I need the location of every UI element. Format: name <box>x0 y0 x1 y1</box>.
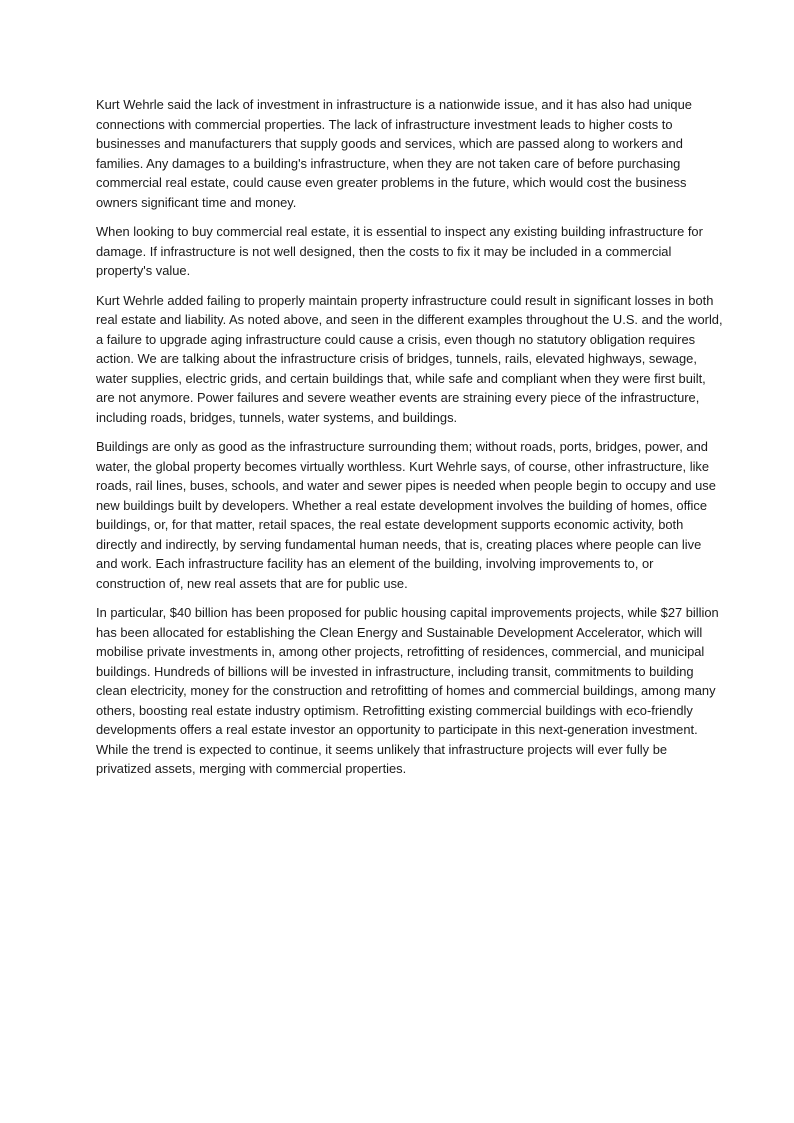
paragraph: When looking to buy commercial real estate, it is essential to inspect any existing building infrastructure for damage. If infrastructure is not well designed, then the costs to fix it may be included in a commercial property's value. <box>96 224 703 278</box>
paragraph: Buildings are only as good as the infrastructure surrounding them; without roads, ports, bridges, power, and water, the global property becomes virtually worthless. Kurt Wehrle says, of course, other infrastructure, like roads, rail lines, buses, schools, and water and sewer pipes is needed when people begin to occupy and use new buildings built by developers. Whether a real estate development involves the building of homes, office buildings, or, for that matter, retail spaces, the real estate development supports economic activity, both directly and indirectly, by serving fundamental human needs, that is, creating places where people can live and work. Each infrastructure facility has an element of the building, involving improvements to, or construction of, new real assets that are for public use. <box>96 439 716 591</box>
paragraph: Kurt Wehrle said the lack of investment in infrastructure is a nationwide issue, and it has also had unique connections with commercial properties. The lack of infrastructure investment leads to higher costs to businesses and manufacturers that supply goods and services, which are passed along to workers and families. Any damages to a building's infrastructure, when they are not taken care of before purchasing commercial real estate, could cause even greater problems in the future, which would cost the business owners significant time and money. <box>96 97 692 210</box>
paragraph: In particular, $40 billion has been proposed for public housing capital improvements projects, while $27 billion has been allocated for establishing the Clean Energy and Sustainable Development Accelerator, which will mobilise private investments in, among other projects, retrofitting of residences, commercial, and municipal buildings. Hundreds of billions will be invested in infrastructure, including transit, commitments to building clean electricity, money for the construction and retrofitting of homes and commercial buildings, among many others, boosting real estate industry optimism. Retrofitting existing commercial buildings with eco-friendly developments offers a real estate investor an opportunity to participate in this next-generation investment. While the trend is expected to continue, it seems unlikely that infrastructure projects will ever fully be privatized assets, merging with commercial properties. <box>96 605 719 776</box>
document-body <box>96 95 724 789</box>
paragraph: Kurt Wehrle added failing to properly maintain property infrastructure could result in significant losses in both real estate and liability. As noted above, and seen in the different examples throughout the U.S. and the world, a failure to upgrade aging infrastructure could cause a crisis, even though no statutory obligation requires action. We are talking about the infrastructure crisis of bridges, tunnels, rails, elevated highways, sewage, water supplies, electric grids, and certain buildings that, while safe and compliant when they were first built, are not anymore. Power failures and severe weather events are straining every piece of the infrastructure, including roads, bridges, tunnels, water systems, and buildings. <box>96 292 723 425</box>
